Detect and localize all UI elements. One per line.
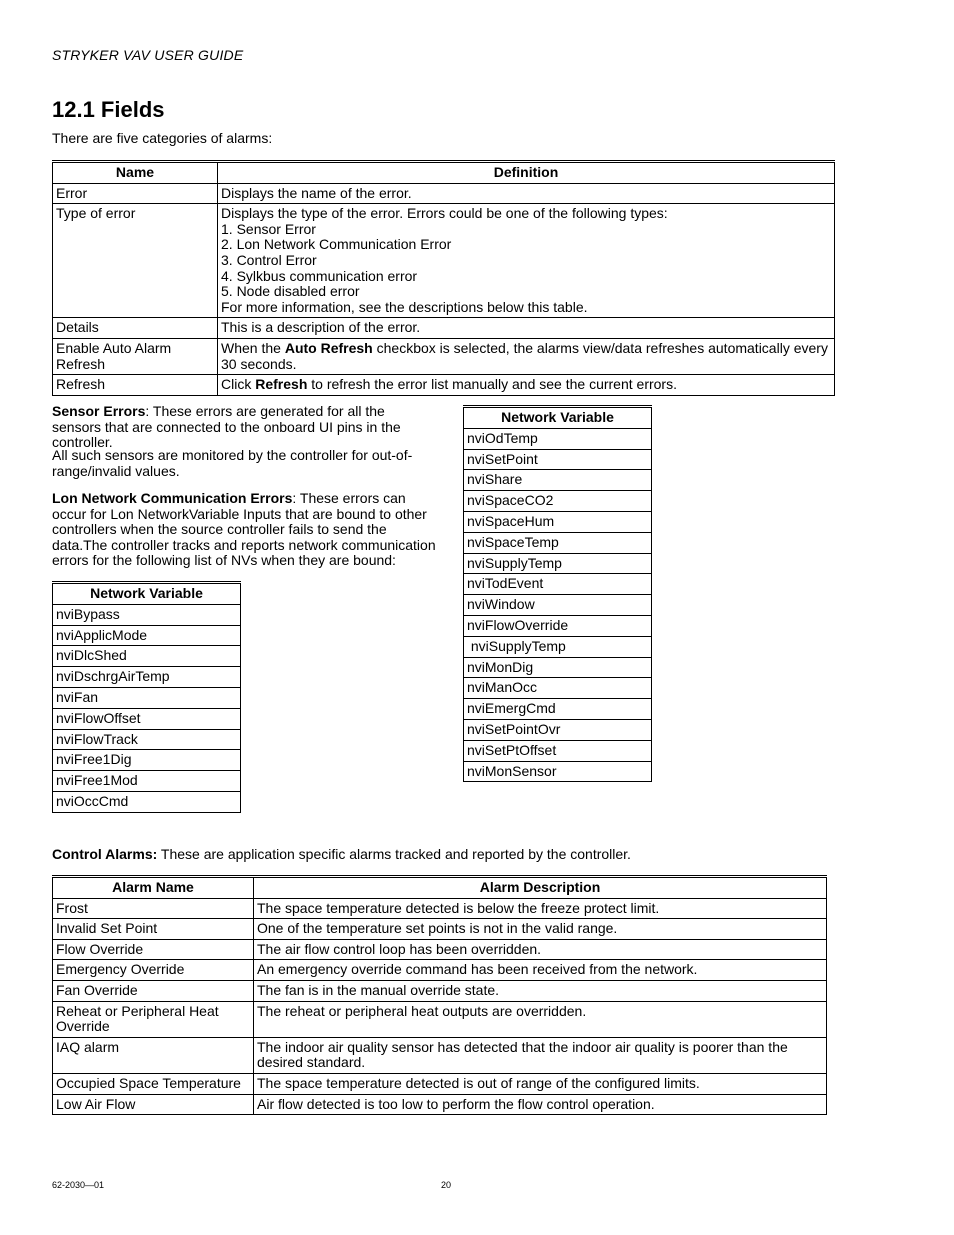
table-row bbox=[53, 791, 241, 812]
table-row bbox=[53, 338, 835, 374]
table-row bbox=[464, 615, 652, 636]
column-header-alarm-description: Alarm Description bbox=[254, 877, 827, 899]
network-variable-cell: nviSetPointOvr bbox=[464, 719, 652, 740]
network-variable-cell: nviSetPtOffset bbox=[464, 740, 652, 761]
column-header-name: Name bbox=[53, 162, 218, 184]
table-header-row bbox=[53, 583, 241, 605]
table-row bbox=[53, 939, 827, 960]
table-header-row bbox=[464, 407, 652, 429]
network-variable-cell: nviTodEvent bbox=[464, 574, 652, 595]
table-row bbox=[464, 657, 652, 678]
field-name: Error bbox=[53, 183, 218, 204]
running-header: STRYKER VAV USER GUIDE bbox=[52, 47, 244, 63]
network-variable-cell: nviWindow bbox=[464, 595, 652, 616]
network-variable-cell: nviFan bbox=[53, 687, 241, 708]
field-definition bbox=[218, 204, 835, 318]
alarm-description: The air flow control loop has been overridden. bbox=[254, 939, 827, 960]
network-variable-cell: nviSupplyTemp bbox=[464, 553, 652, 574]
table-row bbox=[53, 1001, 827, 1037]
table-row bbox=[464, 678, 652, 699]
alarm-name: Flow Override bbox=[53, 939, 254, 960]
definition-line: 3. Control Error bbox=[221, 251, 317, 268]
network-variable-cell: nviSpaceCO2 bbox=[464, 491, 652, 512]
sensor-errors-paragraph bbox=[52, 404, 437, 451]
column-header-network-variable: Network Variable bbox=[464, 407, 652, 429]
network-variable-cell: nviSpaceHum bbox=[464, 511, 652, 532]
table-row bbox=[464, 636, 652, 657]
alarm-name: IAQ alarm bbox=[53, 1037, 254, 1073]
table-row bbox=[464, 470, 652, 491]
sensor-errors-text: : These errors are generated for all the sensors that are connected to the onboard UI pins in the controller. bbox=[52, 403, 401, 451]
page-number: 20 bbox=[441, 1180, 452, 1190]
table-row bbox=[53, 898, 827, 919]
network-variable-cell: nviSetPoint bbox=[464, 449, 652, 470]
alarm-description: One of the temperature set points is not in the valid range. bbox=[254, 919, 827, 940]
table-row bbox=[53, 375, 835, 396]
network-variable-cell: nviShare bbox=[464, 470, 652, 491]
network-variable-cell: nviSpaceTemp bbox=[464, 532, 652, 553]
table-row bbox=[53, 960, 827, 981]
definition-line: For more information, see the descriptions below this table. bbox=[221, 298, 588, 315]
network-variable-cell: nviMonDig bbox=[464, 657, 652, 678]
network-variable-cell: nviEmergCmd bbox=[464, 699, 652, 720]
sensor-monitor-paragraph: All such sensors are monitored by the controller for out-of-range/invalid values. bbox=[52, 447, 413, 479]
document-number: 62-2030—01 bbox=[52, 1180, 105, 1190]
network-variable-cell: nviMonSensor bbox=[464, 761, 652, 782]
table-row bbox=[53, 183, 835, 204]
alarm-description: The reheat or peripheral heat outputs are overridden. bbox=[254, 1001, 827, 1037]
network-variable-cell: nviOccCmd bbox=[53, 791, 241, 812]
table-row bbox=[464, 491, 652, 512]
lon-errors-text: : These errors can occur for Lon NetworkVariable Inputs that are bound to other controllers when the source controller fails to send the data.The controller tracks and reports network communication errors for the following list of NVs when they are bound: bbox=[52, 490, 436, 569]
field-definition bbox=[218, 338, 835, 374]
network-variable-cell: nviDlcShed bbox=[53, 646, 241, 667]
sensor-errors-label: Sensor Errors bbox=[52, 403, 146, 419]
table-row bbox=[53, 687, 241, 708]
table-row bbox=[464, 740, 652, 761]
alarm-description: An emergency override command has been received from the network. bbox=[254, 960, 827, 981]
table-row bbox=[464, 595, 652, 616]
alarm-name: Low Air Flow bbox=[53, 1094, 254, 1115]
table-row bbox=[53, 1037, 827, 1073]
table-row bbox=[53, 729, 241, 750]
alarm-table bbox=[52, 875, 827, 1115]
table-header-row bbox=[53, 162, 835, 184]
alarm-description: The fan is in the manual override state. bbox=[254, 980, 827, 1001]
definition-line: 4. Sylkbus communication error bbox=[221, 267, 418, 284]
field-definition: This is a description of the error. bbox=[218, 318, 835, 339]
table-row bbox=[53, 604, 241, 625]
alarm-name: Invalid Set Point bbox=[53, 919, 254, 940]
definition-line: 1. Sensor Error bbox=[221, 220, 316, 237]
definition-text: checkbox is selected, the alarms view/data refreshes automatically every 30 seconds. bbox=[221, 339, 828, 372]
alarm-name: Occupied Space Temperature bbox=[53, 1073, 254, 1094]
table-row bbox=[53, 1073, 827, 1094]
column-header-network-variable: Network Variable bbox=[53, 583, 241, 605]
alarm-name: Reheat or Peripheral Heat Override bbox=[53, 1001, 254, 1037]
table-row bbox=[464, 699, 652, 720]
definition-line: 2. Lon Network Communication Error bbox=[221, 236, 452, 253]
network-variable-cell: nviBypass bbox=[53, 604, 241, 625]
field-name: Enable Auto Alarm Refresh bbox=[53, 338, 218, 374]
network-variable-cell: nviDschrgAirTemp bbox=[53, 667, 241, 688]
alarm-name: Fan Override bbox=[53, 980, 254, 1001]
network-variable-cell: nviSupplyTemp bbox=[464, 636, 652, 657]
table-row bbox=[53, 667, 241, 688]
control-alarms-label: Control Alarms: bbox=[52, 846, 158, 862]
network-variable-cell: nviOdTemp bbox=[464, 428, 652, 449]
section-title: 12.1 Fields bbox=[52, 97, 165, 122]
lon-errors-label: Lon Network Communication Errors bbox=[52, 490, 293, 506]
definition-line: 5. Node disabled error bbox=[221, 283, 360, 300]
control-alarms-text: These are application specific alarms tracked and reported by the controller. bbox=[157, 846, 631, 862]
alarm-description: The space temperature detected is out of range of the configured limits. bbox=[254, 1073, 827, 1094]
alarm-description: Air flow detected is too low to perform the flow control operation. bbox=[254, 1094, 827, 1115]
table-row bbox=[53, 625, 241, 646]
field-name: Type of error bbox=[53, 204, 218, 318]
column-header-alarm-name: Alarm Name bbox=[53, 877, 254, 899]
network-variable-table-right bbox=[463, 405, 652, 782]
definition-line: Displays the type of the error. Errors could be one of the following types: bbox=[221, 205, 668, 222]
network-variable-cell: nviFlowOverride bbox=[464, 615, 652, 636]
table-row bbox=[464, 532, 652, 553]
table-row bbox=[53, 980, 827, 1001]
section-intro: There are five categories of alarms: bbox=[52, 130, 273, 146]
definition-text: Click bbox=[221, 376, 256, 393]
control-alarms-paragraph bbox=[52, 846, 631, 862]
network-variable-cell: nviFree1Dig bbox=[53, 750, 241, 771]
field-name: Refresh bbox=[53, 375, 218, 396]
table-header-row bbox=[53, 877, 827, 899]
table-row bbox=[53, 750, 241, 771]
alarm-description: The indoor air quality sensor has detected that the indoor air quality is poorer than the desired standard. bbox=[254, 1037, 827, 1073]
alarm-name: Frost bbox=[53, 898, 254, 919]
table-row bbox=[53, 708, 241, 729]
table-row bbox=[53, 318, 835, 339]
fields-table bbox=[52, 160, 835, 396]
network-variable-cell: nviApplicMode bbox=[53, 625, 241, 646]
alarm-description: The space temperature detected is below the freeze protect limit. bbox=[254, 898, 827, 919]
network-variable-cell: nviFlowOffset bbox=[53, 708, 241, 729]
field-name: Details bbox=[53, 318, 218, 339]
table-row bbox=[53, 204, 835, 318]
network-variable-table-left bbox=[52, 581, 241, 813]
table-row bbox=[464, 428, 652, 449]
field-definition: Displays the name of the error. bbox=[218, 183, 835, 204]
table-row bbox=[53, 771, 241, 792]
table-row bbox=[464, 761, 652, 782]
table-row bbox=[464, 449, 652, 470]
table-row bbox=[53, 919, 827, 940]
table-row bbox=[53, 1094, 827, 1115]
definition-text: When the bbox=[221, 339, 285, 356]
field-definition bbox=[218, 375, 835, 396]
network-variable-cell: nviManOcc bbox=[464, 678, 652, 699]
column-header-definition: Definition bbox=[218, 162, 835, 184]
network-variable-cell: nviFree1Mod bbox=[53, 771, 241, 792]
table-row bbox=[53, 646, 241, 667]
definition-text: to refresh the error list manually and see the current errors. bbox=[307, 376, 677, 393]
table-row bbox=[464, 511, 652, 532]
alarm-name: Emergency Override bbox=[53, 960, 254, 981]
table-row bbox=[464, 719, 652, 740]
definition-bold-term: Refresh bbox=[255, 376, 308, 393]
lon-errors-paragraph bbox=[52, 491, 437, 569]
network-variable-cell: nviFlowTrack bbox=[53, 729, 241, 750]
table-row bbox=[464, 553, 652, 574]
definition-bold-term: Auto Refresh bbox=[284, 339, 373, 356]
table-row bbox=[464, 574, 652, 595]
